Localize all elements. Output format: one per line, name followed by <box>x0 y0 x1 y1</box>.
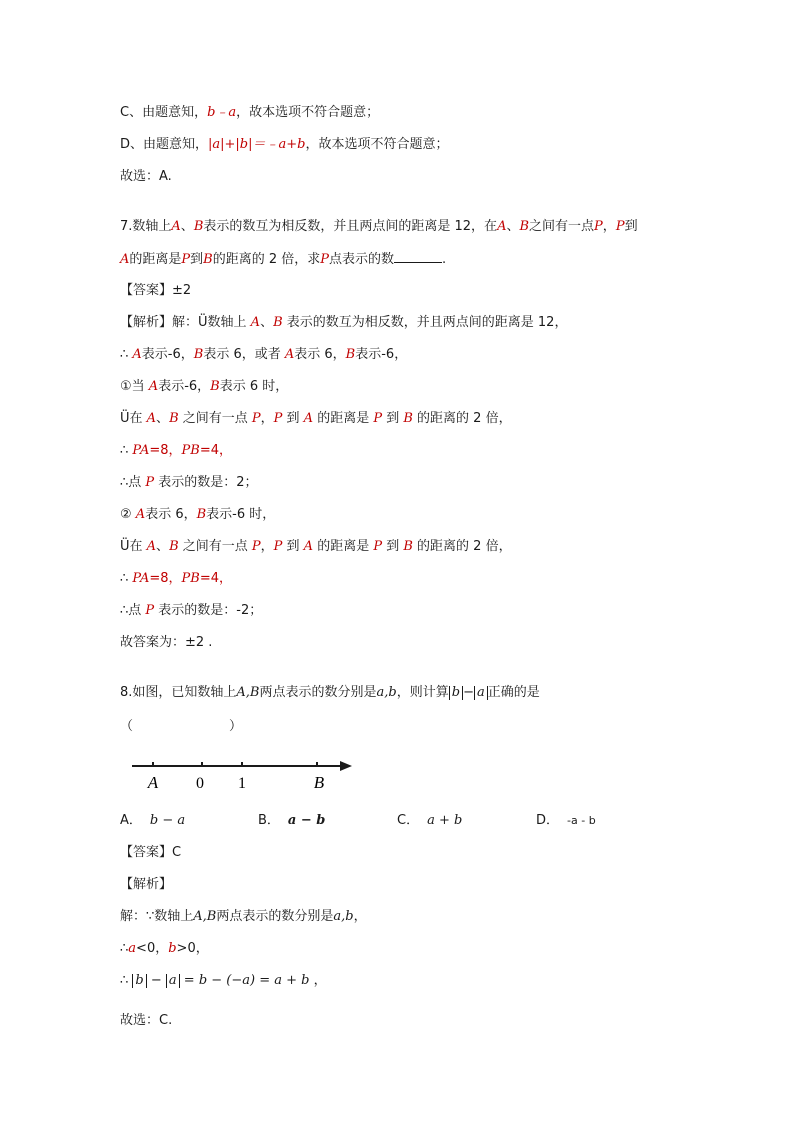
q7-step8: ∴ PA=8，PB=4， <box>120 571 233 586</box>
label-b: B <box>313 773 325 792</box>
q7-text-line2: A的距离是P到B的距离的 2 倍，求P点表示的数 . <box>120 252 447 267</box>
prev-selection: 故选：A. <box>120 169 172 184</box>
math-expr: |a|+|b|＝﹣a+b <box>208 137 306 152</box>
q8-analysis-line2: ∴a<0，b>0， <box>120 941 209 956</box>
q7-step7: Ü在 A、B 之间有一点 P，P 到 A 的距离是 P 到 B 的距离的 2 倍， <box>120 539 512 554</box>
answer-blank <box>394 250 442 263</box>
q8-analysis-title: 【解析】 <box>120 877 173 892</box>
q7-step3: Ü在 A、B 之间有一点 P，P 到 A 的距离是 P 到 B 的距离的 2 倍， <box>120 411 512 426</box>
q7-step5: ∴点 P 表示的数是：2； <box>120 475 258 490</box>
label-1: 1 <box>238 775 246 792</box>
q8-paren: （ ） <box>120 719 243 734</box>
q7-step2: ①当 A表示-6，B表示 6 时， <box>120 379 289 394</box>
q8-analysis-line3: ∴ b − a = b − (−a) = a + b ， <box>120 973 327 988</box>
q8-option-c: C． a + b <box>397 813 463 828</box>
q8-text: 8.如图，已知数轴上A,B两点表示的数分别是a,b，则计算 b − a 正确的是 <box>120 685 540 700</box>
q7-step1: ∴ A表示-6，B表示 6，或者 A表示 6，B表示-6， <box>120 347 408 362</box>
label-a: A <box>147 773 159 792</box>
q7-step4: ∴ PA=8，PB=4， <box>120 443 233 458</box>
option-d-explanation: D、由题意知，|a|+|b|＝﹣a+b，故本选项不符合题意； <box>120 137 449 152</box>
q8-analysis-line1: 解：∵数轴上A,B两点表示的数分别是a,b， <box>120 909 367 924</box>
q7-step6: ② A表示 6，B表示-6 时， <box>120 507 276 522</box>
q8-answer: 【答案】C <box>120 845 182 860</box>
q7-answer: 【答案】±2 <box>120 283 192 298</box>
math-expr: b﹣a <box>207 105 237 120</box>
q7-step9: ∴点 P 表示的数是：-2； <box>120 603 263 618</box>
number-line-figure <box>128 752 358 798</box>
q8-final: 故选：C. <box>120 1013 173 1028</box>
q8-option-d: D． -a - b <box>536 813 596 828</box>
arrowhead-icon <box>340 761 352 771</box>
q7-text-line1: 7.数轴上A、B表示的数互为相反数，并且两点间的距离是 12，在A、B之间有一点P，P到 <box>120 219 638 234</box>
q7-final: 故答案为：±2 . <box>120 635 213 650</box>
because-symbol: Ü <box>198 315 208 330</box>
option-c-explanation: C、由题意知，b﹣a，故本选项不符合题意； <box>120 105 380 120</box>
q7-analysis: 【解析】解：Ü数轴上 A、B 表示的数互为相反数，并且两点间的距离是 12， <box>120 315 568 330</box>
label-0: 0 <box>196 775 204 792</box>
q8-option-b: B． a − b <box>258 813 326 828</box>
q8-option-a: A． b − a <box>120 813 186 828</box>
